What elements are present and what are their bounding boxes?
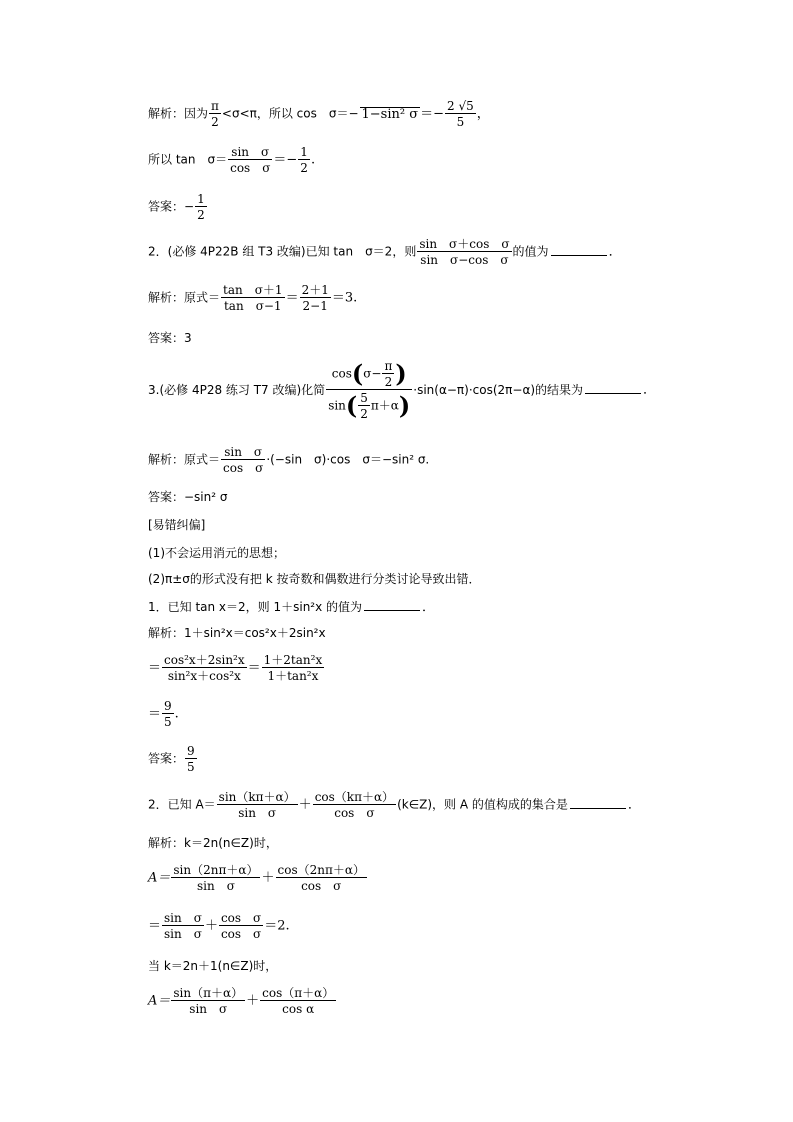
fraction [217, 791, 298, 819]
exercise-1 [148, 600, 435, 614]
text: ＋ [246, 993, 260, 1009]
numerator: sin σ [228, 146, 272, 160]
denominator: sin σ [238, 806, 277, 820]
text: ． [422, 600, 436, 615]
denominator: cos σ [301, 879, 342, 893]
text: ＝ [285, 290, 299, 306]
exercise-2-solution-5 [148, 987, 337, 1015]
denominator: sin σ [189, 1002, 228, 1016]
numerator: cos²x＋2sin²x [164, 653, 245, 667]
fraction [313, 791, 396, 819]
fraction [162, 700, 174, 728]
text: ， [476, 106, 490, 122]
fraction [209, 100, 221, 128]
text: ＝ [148, 918, 162, 934]
answer-blank [364, 600, 420, 611]
text: A＝ [148, 993, 171, 1009]
fraction [262, 654, 325, 682]
denominator: sin σ [164, 927, 202, 941]
denominator: 2 [197, 208, 205, 222]
numerator: tan σ＋1 [223, 283, 283, 297]
text: ＋ [298, 797, 312, 813]
exercise-2-solution-4: 当 k＝2n＋1(n∈Z)时， [148, 959, 278, 973]
denominator [326, 390, 412, 420]
fraction [445, 100, 476, 128]
numerator: cos（π＋α） [262, 986, 335, 1000]
fraction [171, 987, 245, 1015]
fraction [221, 446, 265, 474]
denominator: 2 [360, 407, 368, 421]
solution-line-1 [148, 100, 490, 128]
bracket: ( [345, 391, 358, 420]
text: ·(−sin σ)·cos σ＝−sin² σ. [266, 452, 430, 467]
fraction [162, 912, 204, 940]
text: ＝3. [331, 290, 358, 306]
text: ·sin(α−π)·cos(2π−α)的结果为 [413, 383, 584, 397]
text: . [310, 152, 316, 168]
text: 答案： [148, 751, 185, 766]
question-2-answer: 答案：3 [148, 331, 192, 345]
text: 解析：因为 [148, 106, 209, 121]
numerator: sin σ [164, 911, 202, 925]
fraction [185, 745, 197, 773]
denominator: 2 [384, 375, 393, 389]
answer-blank [551, 245, 607, 256]
denominator: 5 [164, 715, 172, 729]
fraction [382, 360, 394, 388]
text: sin [328, 398, 346, 413]
denominator: 5 [187, 760, 195, 774]
fraction [260, 987, 336, 1015]
denominator: 1＋tan²x [267, 669, 319, 683]
numerator: 9 [187, 744, 195, 758]
numerator: sin（kπ＋α） [218, 790, 296, 804]
fraction [358, 392, 370, 420]
text: 3.(必修 4P28 练习 T7 改编)化简 [148, 383, 326, 397]
denominator: cos α [282, 1002, 315, 1016]
text: . [174, 706, 179, 722]
exercise-2-solution-1: 解析：k＝2n(n∈Z)时， [148, 836, 278, 850]
bracket: ) [398, 391, 411, 420]
answer-blank [570, 798, 626, 809]
text: <σ<π，所以 cos σ＝− [221, 106, 359, 121]
exercise-1-solution-2 [148, 654, 325, 682]
text: ＝ [148, 660, 162, 676]
exercise-2-solution-3 [148, 912, 290, 940]
numerator: sin σ＋cos σ [419, 237, 510, 251]
question-3-answer: 答案：−sin² σ [148, 490, 228, 504]
fraction [417, 238, 511, 266]
text: ＋ [261, 870, 275, 886]
answer-blank [585, 383, 641, 394]
denominator: sin σ [196, 879, 235, 893]
question-3-solution [148, 446, 429, 474]
numerator: π [384, 359, 393, 373]
text: ＝ [148, 706, 162, 722]
text: ． [608, 244, 622, 260]
numerator: 1＋2tan²x [263, 653, 323, 667]
exercise-2-solution-2 [148, 864, 368, 892]
numerator: cos σ [220, 911, 262, 925]
text: 答案：− [148, 199, 195, 214]
text: 的值为 [512, 244, 549, 259]
denominator: sin²x＋cos²x [167, 669, 241, 683]
denominator: sin σ−cos σ [420, 253, 509, 267]
text: 解析：原式＝ [148, 452, 221, 467]
fraction [228, 146, 272, 174]
text: ． [643, 382, 657, 398]
text: ＋ [204, 918, 218, 934]
question-3 [148, 360, 656, 420]
error-note-1: (1)不会运用消元的思想； [148, 546, 285, 560]
text: A＝ [148, 870, 171, 886]
denominator: cos σ [230, 161, 271, 175]
text: ． [627, 797, 641, 813]
bracket: ( [351, 359, 364, 388]
section-heading: [易错纠偏] [148, 518, 206, 532]
denominator: tan σ−1 [223, 299, 282, 313]
denominator: 2 [300, 161, 308, 175]
question-2 [148, 238, 622, 266]
text: ＝2. [264, 918, 290, 934]
text: 解析：原式＝ [148, 290, 221, 305]
numerator: sin（2nπ＋α） [173, 863, 259, 877]
denominator: cos σ [223, 461, 264, 475]
text: ＝ [247, 660, 261, 676]
numerator: cos（2nπ＋α） [277, 863, 365, 877]
text: (k∈Z)，则 A 的值构成的集合是 [397, 797, 568, 812]
numerator [326, 360, 412, 390]
bracket: ) [395, 359, 407, 388]
denominator: cos σ [334, 806, 375, 820]
fraction [300, 284, 331, 312]
fraction [162, 654, 247, 682]
exercise-1-solution-1: 解析：1＋sin²x＝cos²x＋2sin²x [148, 626, 326, 640]
numerator: sin（π＋α） [173, 986, 244, 1000]
text: π＋α [370, 398, 399, 413]
question-2-solution [148, 284, 357, 312]
fraction [171, 864, 260, 892]
numerator: 1 [300, 145, 308, 159]
numerator: 9 [164, 699, 172, 713]
denominator: cos σ [220, 927, 262, 941]
numerator: sin σ [221, 446, 265, 460]
exercise-1-solution-3 [148, 700, 179, 728]
exercise-2 [148, 791, 641, 819]
fraction [276, 864, 367, 892]
answer-line-1 [148, 193, 208, 221]
text: σ− [363, 366, 382, 381]
text: 2．(必修 4P22B 组 T3 改编)已知 tan σ＝2，则 [148, 244, 417, 259]
text: cos [331, 366, 352, 381]
fraction [221, 284, 285, 312]
denominator: 2−1 [302, 299, 328, 313]
denominator: 2 [211, 115, 219, 129]
solution-line-2 [148, 146, 315, 174]
denominator: 5 [456, 115, 465, 129]
text: ＝− [273, 152, 298, 168]
numerator: 2 √5 [447, 99, 474, 113]
error-note-2: (2)π±σ的形式没有把 k 按奇数和偶数进行分类讨论导致出错． [148, 572, 481, 586]
text: ＝− [420, 106, 445, 122]
numerator: 2＋1 [301, 283, 329, 297]
numerator: 5 [360, 391, 368, 405]
numerator: 1 [197, 192, 205, 206]
numerator: cos（kπ＋α） [314, 790, 395, 804]
text: 2．已知 A＝ [148, 797, 216, 812]
numerator: π [211, 99, 219, 113]
fraction [219, 912, 263, 940]
exercise-1-answer [148, 745, 198, 773]
text: 所以 tan σ＝ [148, 152, 228, 167]
fraction [326, 360, 412, 420]
sqrt: 1−sin² σ [361, 106, 419, 122]
fraction [298, 146, 310, 174]
text: 1．已知 tan x＝2，则 1＋sin²x 的值为 [148, 600, 363, 614]
fraction [195, 193, 207, 221]
